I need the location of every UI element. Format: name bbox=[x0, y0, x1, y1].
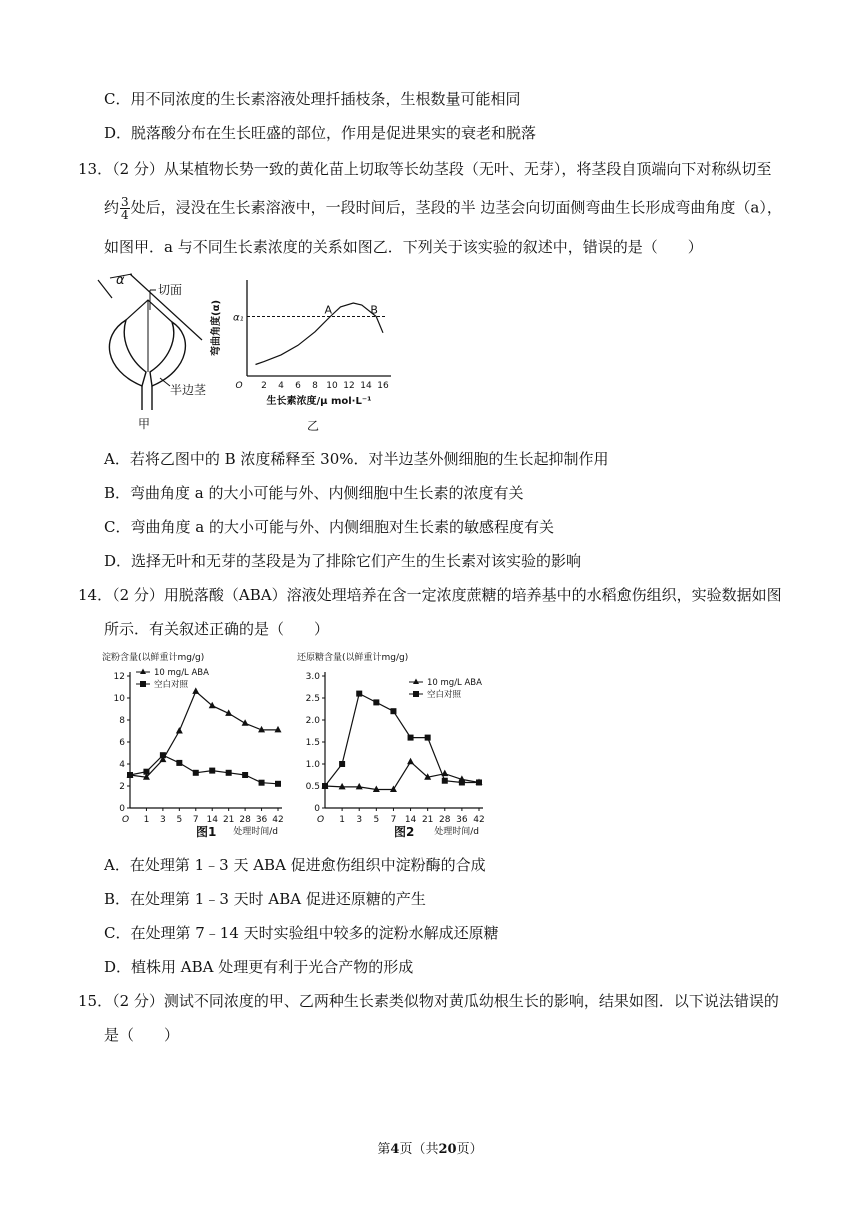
y-axis-title: 淀粉含量(以鲜重计mg/g) bbox=[102, 653, 205, 663]
footer-pre: 第 bbox=[377, 1142, 391, 1157]
data-point-aba bbox=[209, 702, 216, 709]
y-tick-label: 3.0 bbox=[305, 672, 320, 682]
data-point-control bbox=[226, 770, 232, 776]
data-point-control bbox=[476, 779, 482, 785]
x-tick-label: 36 bbox=[255, 815, 268, 825]
figure-yi-chart bbox=[205, 272, 405, 432]
q15-stem-line2: 是（ ） bbox=[104, 1026, 180, 1044]
figure-1-starch-chart bbox=[100, 648, 290, 838]
series-line bbox=[256, 303, 384, 365]
q14-stem-line2: 所示．有关叙述正确的是（ ） bbox=[104, 620, 330, 638]
y-tick-label: 12 bbox=[113, 672, 125, 682]
data-point-control bbox=[176, 760, 182, 766]
fraction-numerator: 3 bbox=[121, 195, 129, 209]
half-stem-label: 半边茎 bbox=[170, 383, 207, 397]
alpha-label: α bbox=[116, 273, 125, 288]
data-point-control bbox=[322, 783, 328, 789]
legend-label: 10 mg/L ABA bbox=[154, 668, 209, 678]
point-label-A: A bbox=[324, 303, 333, 317]
legend-square-marker bbox=[413, 691, 419, 697]
x-tick-label: 28 bbox=[439, 815, 451, 825]
footer-post: 页） bbox=[456, 1142, 483, 1157]
x-tick-label: 7 bbox=[390, 815, 397, 825]
data-point-control bbox=[259, 780, 265, 786]
series-line-control bbox=[130, 755, 278, 784]
x-tick-label: 16 bbox=[377, 381, 389, 391]
q14-option-a: A．在处理第 1﹣3 天 ABA 促进愈伤组织中淀粉酶的合成 bbox=[104, 856, 486, 874]
data-point-control bbox=[160, 752, 166, 758]
x-tick-label: 5 bbox=[176, 815, 183, 825]
footer-page-number: 4 bbox=[390, 1142, 400, 1157]
x-tick-label: 14 bbox=[206, 815, 218, 825]
data-point-control bbox=[193, 770, 199, 776]
q13-option-a: A．若将乙图中的 B 浓度稀释至 30%．对半边茎外侧细胞的生长起抑制作用 bbox=[104, 450, 609, 468]
x-tick-label: 1 bbox=[143, 815, 150, 825]
q14-option-b: B．在处理第 1﹣3 天时 ABA 促进还原糖的产生 bbox=[104, 890, 426, 908]
y-tick-label: 1.0 bbox=[305, 760, 320, 770]
footer-total-pages: 20 bbox=[438, 1142, 457, 1157]
q12-option-d: D．脱落酸分布在生长旺盛的部位，作用是促进果实的衰老和脱落 bbox=[104, 124, 537, 142]
q13-option-c: C．弯曲角度 a 的大小可能与外、内侧细胞对生长素的敏感程度有关 bbox=[104, 518, 554, 536]
y-tick-label: 4 bbox=[119, 760, 125, 770]
x-tick-label: 3 bbox=[160, 815, 166, 825]
y-tick-label: 6 bbox=[119, 738, 125, 748]
data-point-control bbox=[127, 772, 133, 778]
x-tick-label: 14 bbox=[404, 815, 417, 825]
figure-jia-caption: 甲 bbox=[138, 417, 151, 431]
y-tick-label: 10 bbox=[113, 694, 125, 704]
q13-stem-line2-pre: 约 bbox=[104, 198, 120, 217]
right-half-stem bbox=[150, 322, 185, 386]
q14-stem-line1: 14．（2 分）用脱落酸（ABA）溶液处理培养在含一定浓度蔗糖的培养基中的水稻愈伤组织，实验数据如图 bbox=[78, 586, 782, 604]
x-tick-label: 28 bbox=[239, 815, 251, 825]
x-tick-label: 3 bbox=[356, 815, 363, 825]
y-tick-label: 0.5 bbox=[305, 782, 320, 792]
x-axis-label: 处理时间/d bbox=[434, 827, 479, 837]
q15-stem-line1: 15．（2 分）测试不同浓度的甲、乙两种生长素类似物对黄瓜幼根生长的影响，结果如图．以下说法错误的 bbox=[78, 992, 779, 1010]
x-tick-label: 10 bbox=[326, 381, 338, 391]
y-tick-label: 2.0 bbox=[305, 716, 320, 726]
q13-stem-line3: 如图甲．a 与不同生长素浓度的关系如图乙．下列关于该实验的叙述中，错误的是（ ） bbox=[104, 238, 703, 256]
cut-label: 切面 bbox=[158, 283, 183, 297]
data-point-control bbox=[275, 781, 281, 787]
x-tick-label: 1 bbox=[339, 815, 345, 825]
q13-stem-line2 bbox=[104, 196, 782, 221]
y-axis-label: 弯曲角度(α) bbox=[211, 299, 222, 357]
x-axis-label: 生长素浓度/μ mol·L⁻¹ bbox=[266, 396, 372, 407]
data-point-aba bbox=[192, 687, 199, 694]
series-line-control bbox=[325, 694, 479, 786]
x-tick-label: 2 bbox=[261, 381, 267, 391]
data-point-control bbox=[339, 761, 345, 767]
legend-triangle-marker bbox=[413, 679, 419, 685]
data-point-aba bbox=[407, 758, 414, 765]
q13-stem-line2-post: 处后，浸没在生长素溶液中，一段时间后，茎段的半 边茎会向切面侧弯曲生长形成弯曲角度（a）， bbox=[130, 198, 782, 217]
x-tick-label: 36 bbox=[456, 815, 468, 825]
x-tick-label: 21 bbox=[421, 815, 434, 825]
data-point-aba bbox=[356, 783, 363, 790]
x-tick-label: O bbox=[122, 815, 130, 825]
q13-stem-line1: 13．（2 分）从某植物长势一致的黄化苗上切取等长幼茎段（无叶、无芽），将茎段自顶端向下对称纵切至 bbox=[78, 160, 772, 178]
x-tick-label: 21 bbox=[222, 815, 235, 825]
data-point-aba bbox=[242, 719, 249, 726]
data-point-control bbox=[209, 768, 215, 774]
reference-label: α₁ bbox=[233, 312, 244, 324]
y-tick-label: 2.5 bbox=[305, 694, 320, 704]
data-point-control bbox=[356, 691, 362, 697]
left-half-stem bbox=[109, 320, 146, 386]
data-point-aba bbox=[176, 727, 183, 734]
legend-label: 10 mg/L ABA bbox=[427, 678, 482, 688]
q13-option-b: B．弯曲角度 a 的大小可能与外、内侧细胞中生长素的浓度有关 bbox=[104, 484, 524, 502]
data-point-aba bbox=[339, 783, 346, 790]
footer-mid: 页（共 bbox=[399, 1142, 439, 1157]
y-tick-label: 1.5 bbox=[305, 738, 320, 748]
fraction-denominator: 4 bbox=[121, 208, 129, 222]
y-axis-title: 还原糖含量(以鲜重计mg/g) bbox=[297, 653, 409, 663]
x-tick-label: 4 bbox=[278, 381, 284, 391]
page-footer bbox=[0, 1138, 860, 1157]
fraction-three-quarters bbox=[120, 196, 130, 221]
data-point-control bbox=[408, 735, 414, 741]
x-tick-label: 12 bbox=[343, 381, 355, 391]
q13-option-d: D．选择无叶和无芽的茎段是为了排除它们产生的生长素对该实验的影响 bbox=[104, 552, 582, 570]
data-point-aba bbox=[275, 726, 282, 733]
data-point-control bbox=[373, 699, 379, 705]
data-point-control bbox=[459, 779, 465, 785]
point-label-B: B bbox=[370, 303, 378, 317]
data-point-control bbox=[143, 769, 149, 775]
x-tick-label: 7 bbox=[192, 815, 199, 825]
q14-option-d: D．植株用 ABA 处理更有利于光合产物的形成 bbox=[104, 958, 414, 976]
figure-yi-caption: 乙 bbox=[307, 419, 320, 433]
q14-option-c: C．在处理第 7﹣14 天时实验组中较多的淀粉水解成还原糖 bbox=[104, 924, 499, 942]
data-point-control bbox=[242, 772, 248, 778]
legend-label: 空白对照 bbox=[154, 680, 189, 690]
x-tick-label: O bbox=[235, 381, 243, 391]
x-tick-label: 6 bbox=[295, 381, 301, 391]
y-tick-label: 0 bbox=[314, 804, 320, 814]
y-tick-label: 2 bbox=[119, 782, 125, 792]
figure-caption: 图1 bbox=[196, 825, 217, 839]
x-tick-label: 5 bbox=[373, 815, 380, 825]
legend-triangle-marker bbox=[140, 669, 146, 675]
figure-caption: 图2 bbox=[394, 825, 415, 839]
legend-square-marker bbox=[140, 681, 146, 687]
x-tick-label: 14 bbox=[360, 381, 372, 391]
x-tick-label: 42 bbox=[272, 815, 284, 825]
data-point-control bbox=[442, 778, 448, 784]
x-tick-label: 42 bbox=[473, 815, 485, 825]
legend-label: 空白对照 bbox=[427, 690, 462, 700]
data-point-control bbox=[390, 708, 396, 714]
series-line-aba bbox=[325, 762, 479, 790]
stem-base bbox=[142, 386, 152, 410]
q12-option-c: C．用不同浓度的生长素溶液处理扦插枝条，生根数量可能相同 bbox=[104, 90, 521, 108]
stem-axis-line bbox=[98, 280, 112, 298]
x-tick-label: O bbox=[317, 815, 325, 825]
stem-tip bbox=[126, 300, 172, 322]
y-tick-label: 0 bbox=[119, 804, 125, 814]
y-tick-label: 8 bbox=[119, 716, 125, 726]
series-line-aba bbox=[130, 691, 278, 777]
x-tick-label: 8 bbox=[312, 381, 318, 391]
x-axis-label: 处理时间/d bbox=[233, 827, 278, 837]
figure-2-reducing-sugar-chart bbox=[295, 648, 495, 838]
data-point-control bbox=[425, 735, 431, 741]
figure-jia-stem-diagram bbox=[90, 270, 210, 430]
